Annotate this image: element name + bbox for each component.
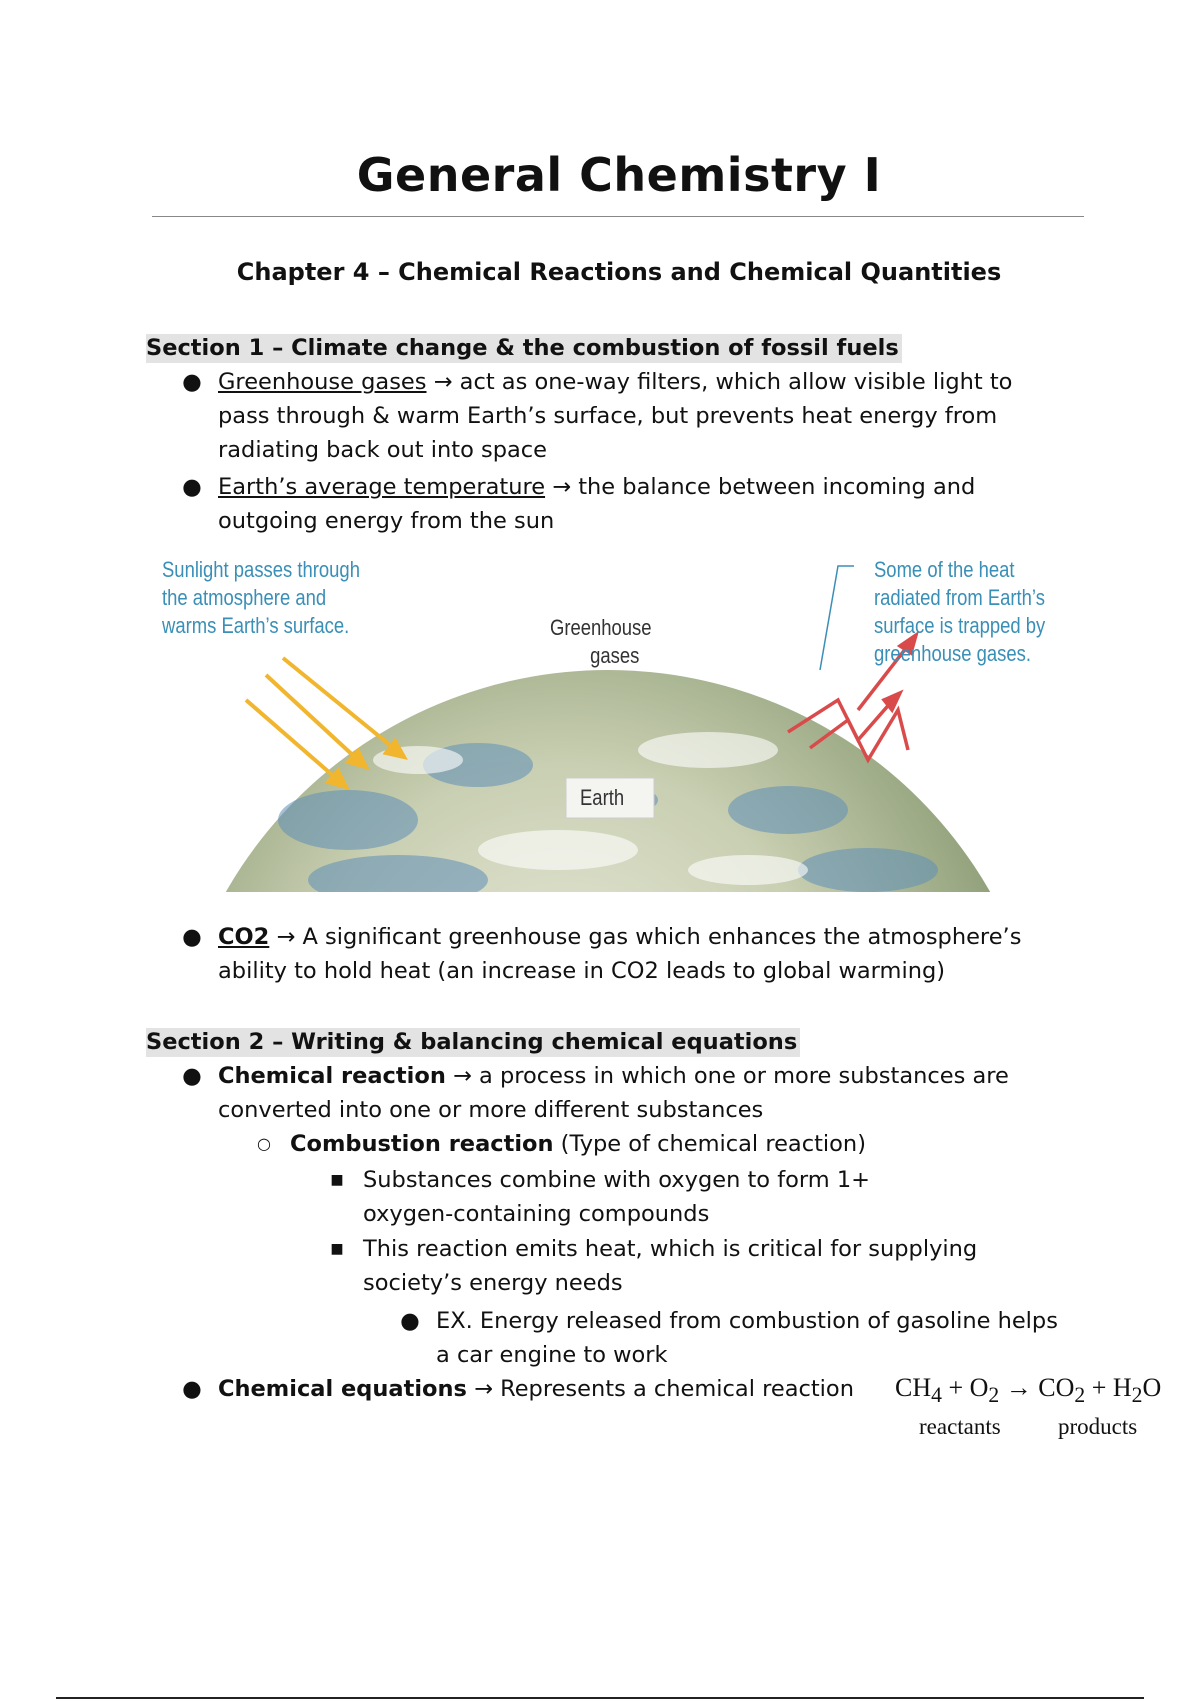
- bullet-dot-icon: ●: [400, 1308, 420, 1334]
- term-greenhouse-gases: Greenhouse gases: [218, 369, 427, 395]
- bullet-text: converted into one or more different substances: [218, 1097, 764, 1123]
- bullet-text: oxygen-containing compounds: [363, 1201, 710, 1227]
- bullet-text: → a process in which one or more substances are: [445, 1063, 1009, 1089]
- bullet-text: → Represents a chemical reaction: [466, 1376, 854, 1402]
- sunlight-caption: [162, 556, 360, 640]
- eq-subscript: 4: [931, 1383, 942, 1408]
- methane-combustion-equation: [895, 1373, 1175, 1444]
- bullet-greenhouse-gases: [182, 365, 1118, 467]
- bullet-text: → the balance between incoming and: [545, 474, 976, 500]
- term-combustion-reaction: Combustion reaction: [290, 1131, 554, 1157]
- eq-subscript: 2: [1074, 1383, 1086, 1408]
- page-title: General Chemistry I: [356, 148, 882, 202]
- chapter-heading: Chapter 4 – Chemical Reactions and Chemical Quantities: [236, 258, 1002, 286]
- eq-term: + O: [941, 1373, 989, 1402]
- eq-term: + H: [1085, 1373, 1132, 1402]
- term-chemical-equations: Chemical equations: [218, 1376, 467, 1402]
- greenhouse-gases-caption: [550, 614, 652, 670]
- bullet-text: radiating back out into space: [218, 437, 548, 463]
- eq-subscript: 2: [1131, 1383, 1143, 1408]
- bullet-text: EX. Energy released from combustion of gasoline helps: [436, 1308, 1058, 1334]
- bullet-text: society’s energy needs: [363, 1270, 623, 1296]
- caption-line: the atmosphere and: [162, 585, 327, 610]
- caption-line: greenhouse gases.: [874, 641, 1031, 666]
- bullet-text: a car engine to work: [436, 1342, 668, 1368]
- bullet-chemical-reaction: [182, 1059, 1118, 1127]
- caption-line: Some of the heat: [874, 557, 1015, 582]
- hollow-bullet-icon: ○: [257, 1134, 271, 1153]
- bullet-text: Substances combine with oxygen to form 1+: [363, 1167, 870, 1193]
- square-bullet-substances: [330, 1163, 1123, 1231]
- bullet-dot-icon: ●: [182, 1376, 202, 1402]
- caption-line: warms Earth’s surface.: [162, 613, 350, 638]
- bullet-dot-icon: ●: [182, 924, 202, 950]
- bullet-example: [400, 1304, 1136, 1372]
- caption-line: surface is trapped by: [874, 613, 1046, 638]
- bullet-earth-temperature: [182, 470, 1118, 538]
- eq-term: CH: [895, 1373, 932, 1402]
- square-bullet-icon: ■: [330, 1241, 344, 1257]
- bullet-text: (Type of chemical reaction): [553, 1131, 866, 1157]
- bullet-chemical-equations: [182, 1372, 898, 1406]
- square-bullet-heat: [330, 1232, 1123, 1300]
- bullet-text: ability to hold heat (an increase in CO2 leads to global warming): [218, 958, 946, 984]
- section-2-heading: Section 2 – Writing & balancing chemical equations: [146, 1028, 800, 1057]
- bullet-text: outgoing energy from the sun: [218, 508, 555, 534]
- term-chemical-reaction: Chemical reaction: [218, 1063, 446, 1089]
- bullet-dot-icon: ●: [182, 369, 202, 395]
- section-1-heading: Section 1 – Climate change & the combustion of fossil fuels: [146, 334, 902, 363]
- bullet-co2: [182, 920, 1118, 988]
- caption-line: Greenhouse: [550, 615, 652, 640]
- term-earth-temperature: Earth’s average temperature: [218, 474, 546, 500]
- sub-bullet-combustion: [257, 1127, 1110, 1161]
- equation-line: [895, 1373, 1175, 1408]
- callout-leader-line: [820, 566, 854, 670]
- earth-label: Earth: [580, 785, 625, 810]
- eq-term: O: [1142, 1373, 1162, 1402]
- greenhouse-effect-figure: [148, 550, 1100, 892]
- bottom-divider: [56, 1697, 1144, 1699]
- products-label: products: [1058, 1414, 1138, 1440]
- caption-line: radiated from Earth’s: [874, 585, 1045, 610]
- caption-line: Sunlight passes through: [162, 557, 360, 582]
- term-co2: CO2: [218, 924, 270, 950]
- bullet-dot-icon: ●: [182, 474, 202, 500]
- title-divider: [152, 216, 1084, 217]
- eq-term: → CO: [999, 1373, 1075, 1402]
- bullet-text: → act as one-way filters, which allow visible light to: [426, 369, 1013, 395]
- heat-caption: [874, 556, 1045, 668]
- bullet-dot-icon: ●: [182, 1063, 202, 1089]
- caption-line: gases: [590, 643, 640, 668]
- equation-labels: [895, 1414, 1175, 1444]
- reactants-label: reactants: [919, 1414, 1001, 1440]
- square-bullet-icon: ■: [330, 1172, 344, 1188]
- bullet-text: pass through & warm Earth’s surface, but prevents heat energy from: [218, 403, 998, 429]
- eq-subscript: 2: [988, 1383, 1000, 1408]
- bullet-text: This reaction emits heat, which is critical for supplying: [363, 1236, 978, 1262]
- bullet-text: → A significant greenhouse gas which enhances the atmosphere’s: [269, 924, 1022, 950]
